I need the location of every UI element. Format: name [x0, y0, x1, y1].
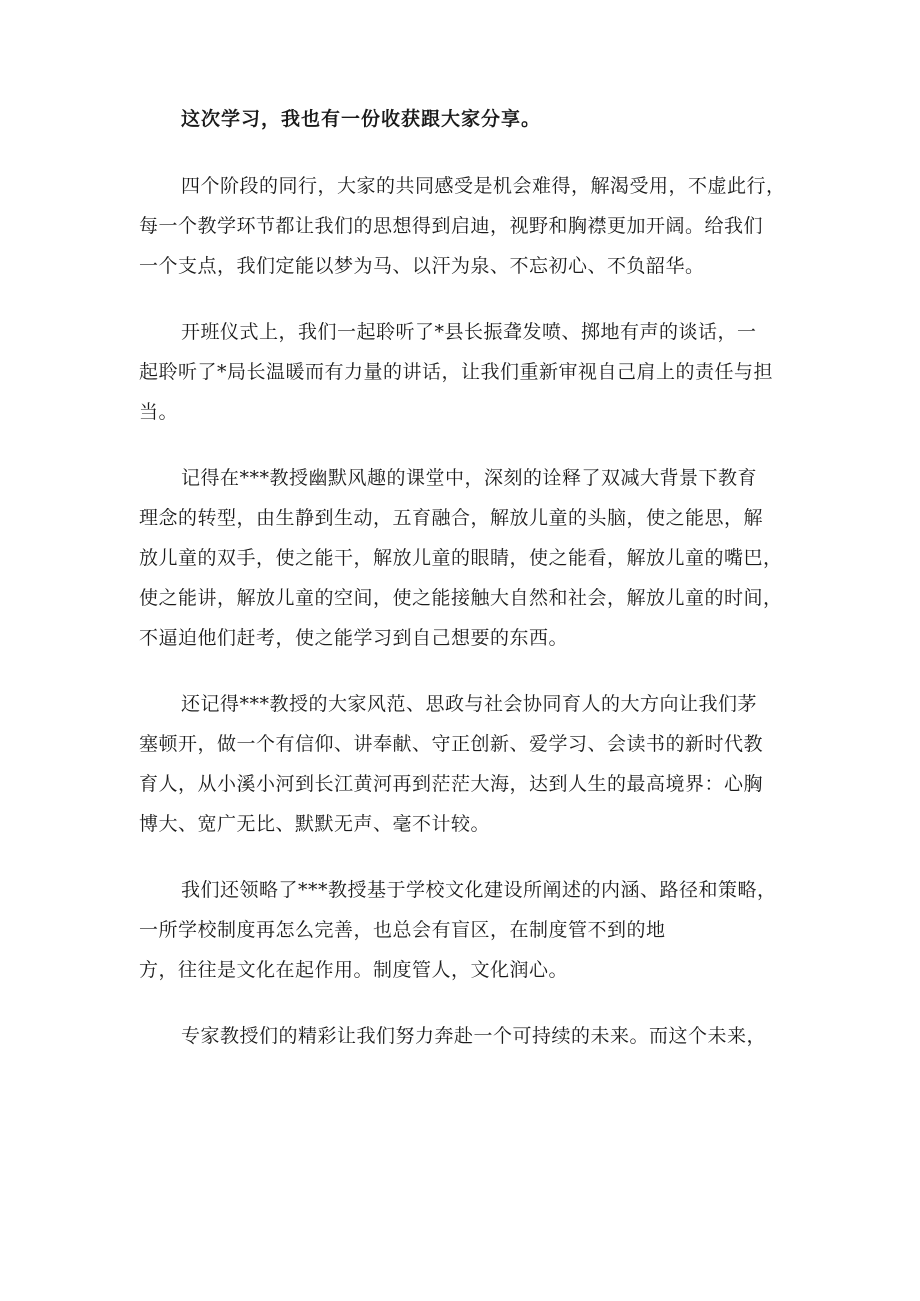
paragraph-line: 方，往往是文化在起作用。制度管人，文化润心。: [139, 959, 569, 981]
paragraph-line: 我们还领略了***教授基于学校文化建设所阐述的内涵、路径和策略，: [181, 879, 777, 901]
paragraph-line: 起聆听了*局长温暖而有力量的讲话，让我们重新审视自己肩上的责任与担: [139, 361, 774, 383]
paragraph-line: 理念的转型，由生静到生动，五育融合，解放儿童的头脑，使之能思，解: [139, 507, 764, 529]
paragraph-line: 使之能讲，解放儿童的空间，使之能接触大自然和社会，解放儿童的时间，: [139, 587, 783, 609]
paragraph-line: 一个支点，我们定能以梦为马、以汗为泉、不忘初心、不负韶华。: [139, 255, 705, 277]
paragraph-line: 记得在***教授幽默风趣的课堂中，深刻的诠释了双减大背景下教育: [181, 467, 758, 489]
paragraph-shared-feelings: [139, 166, 794, 286]
paragraph-line: 每一个教学环节都让我们的思想得到启迪，视野和胸襟更加开阔。给我们: [139, 215, 764, 237]
paragraph-line: 当。: [139, 401, 179, 423]
section-heading: 这次学习，我也有一份收获跟大家分享。: [181, 108, 542, 130]
paragraph-line: 专家教授们的精彩让我们努力奔赴一个可持续的未来。而这个未来，: [181, 1025, 767, 1047]
paragraph-line: 塞顿开，做一个有信仰、讲奉献、守正创新、爱学习、会读书的新时代教: [139, 733, 764, 755]
paragraph-line: 育人，从小溪小河到长江黄河再到茫茫大海，达到人生的最高境界：心胸: [139, 773, 764, 795]
paragraph-line: 开班仪式上，我们一起聆听了*县长振聋发喷、掷地有声的谈话，一: [181, 321, 757, 343]
paragraph-line: 四个阶段的同行，大家的共同感受是机会难得，解渴受用，不虚此行，: [181, 175, 786, 197]
paragraph-opening-ceremony: [139, 312, 794, 432]
paragraph-line: 还记得***教授的大家风范、思政与社会协同育人的大方向让我们茅: [181, 693, 758, 715]
paragraph-line: 博大、宽广无比、默默无声、毫不计较。: [139, 813, 491, 835]
paragraph-professor-demeanor: [139, 684, 794, 844]
paragraph-school-culture: [139, 870, 794, 990]
paragraph-line: 一所学校制度再怎么完善，也总会有盲区，在制度管不到的地: [139, 919, 666, 941]
paragraph-line: 不逼迫他们赶考，使之能学习到自己想要的东西。: [139, 627, 569, 649]
document-page: [139, 100, 794, 1056]
paragraph-line: 放儿童的双手，使之能干，解放儿童的眼睛，使之能看，解放儿童的嘴巴，: [139, 547, 783, 569]
paragraph-humorous-class: [139, 458, 794, 658]
paragraph-sustainable-future: [139, 1016, 794, 1056]
